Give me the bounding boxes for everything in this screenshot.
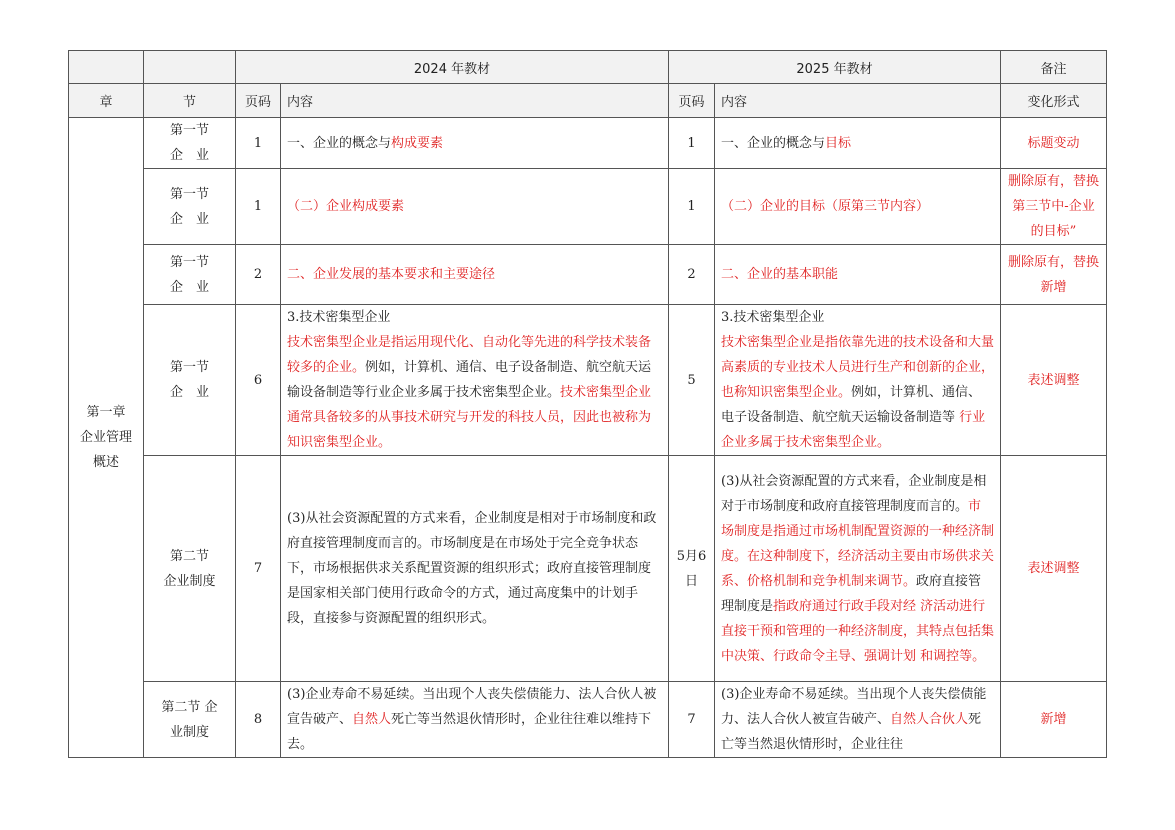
change-type: 表述调整 — [1001, 305, 1107, 456]
table-row — [69, 305, 1107, 456]
content-2024: 3.技术密集型企业 技术密集型企业是指运用现代化、自动化等先进的科学技术装备较多的企业。例如，计算机、通信、电子设备制造、航空航天运输设备制造等行业企业多属于技术密集型企业。技术密集型企业通常具备较多的从事技术研究与开发的科技人员，因此也被称为知识密集型企业。 — [281, 305, 669, 456]
page-2025: 1 — [669, 169, 715, 245]
content-2025: 一、企业的概念与目标 — [715, 118, 1001, 169]
page-2025: 2 — [669, 245, 715, 305]
content-2025: （二）企业的目标（原第三节内容） — [715, 169, 1001, 245]
change-type: 表述调整 — [1001, 456, 1107, 682]
page-2024: 8 — [236, 682, 281, 758]
page-2024: 7 — [236, 456, 281, 682]
page-2025: 7 — [669, 682, 715, 758]
header-row-years — [69, 51, 1107, 84]
content-2024: 二、企业发展的基本要求和主要途径 — [281, 245, 669, 305]
section-cell: 第一节 企 业 — [144, 169, 236, 245]
chapter-cell — [69, 118, 144, 758]
section-cell: 第一节 企 业 — [144, 118, 236, 169]
content-2025: 二、企业的基本职能 — [715, 245, 1001, 305]
table-row — [69, 245, 1107, 305]
header-2025: 2025 年教材 — [669, 51, 1001, 84]
page-2025: 1 — [669, 118, 715, 169]
page-2024: 1 — [236, 118, 281, 169]
content-2025: (3)企业寿命不易延续。当出现个人丧失偿债能力、法人合伙人被宣告破产、自然人合伙人死亡等当然退伙情形时，企业往往 — [715, 682, 1001, 758]
change-type: 新增 — [1001, 682, 1107, 758]
header-chapter: 章 — [69, 84, 144, 118]
change-type: 标题变动 — [1001, 118, 1107, 169]
page-2024: 2 — [236, 245, 281, 305]
section-cell: 第一节 企 业 — [144, 305, 236, 456]
content-2024: (3)从社会资源配置的方式来看，企业制度是相对于市场制度和政府直接管理制度而言的。市场制度是在市场处于完全竞争状态下，市场根据供求关系配置资源的组织形式；政府直接管理制度是国家相关部门使用行政命令的方式，通过高度集中的计划手段，直接参与资源配置的组织形式。 — [281, 456, 669, 682]
content-2024: 一、企业的概念与构成要素 — [281, 118, 669, 169]
content-2024: （二）企业构成要素 — [281, 169, 669, 245]
section-cell: 第二节 企业制度 — [144, 456, 236, 682]
table-row — [69, 682, 1107, 758]
page-2024: 1 — [236, 169, 281, 245]
page-2024: 6 — [236, 305, 281, 456]
header-content-2024: 内容 — [281, 84, 669, 118]
chapter-line: 概述 — [92, 455, 119, 470]
change-type: 删除原有，替换新增 — [1001, 245, 1107, 305]
page-2025: 5 — [669, 305, 715, 456]
table-row — [69, 456, 1107, 682]
header-blank-2 — [144, 51, 236, 84]
section-cell: 第一节 企 业 — [144, 245, 236, 305]
change-type: 删除原有，替换第三节中-企业的目标” — [1001, 169, 1107, 245]
comparison-table — [68, 50, 1107, 758]
table-row — [69, 169, 1107, 245]
chapter-line: 企业管理 — [79, 430, 132, 445]
chapter-line: 第一章 — [86, 405, 126, 420]
header-2024: 2024 年教材 — [236, 51, 669, 84]
header-page-2024: 页码 — [236, 84, 281, 118]
content-2024: (3)企业寿命不易延续。当出现个人丧失偿债能力、法人合伙人被宣告破产、自然人死亡等当然退伙情形时，企业往往难以维持下去。 — [281, 682, 669, 758]
section-cell: 第二节 企 业制度 — [144, 682, 236, 758]
page-2025: 5月6日 — [669, 456, 715, 682]
content-2025: 3.技术密集型企业 技术密集型企业是指依靠先进的技术设备和大量高素质的专业技术人员进行生产和创新的企业，也称知识密集型企业。例如，计算机、通信、电子设备制造、航空航天运输设备制造等 行业企业多属于技术密集型企业。 — [715, 305, 1001, 456]
header-blank-1 — [69, 51, 144, 84]
content-2025: (3)从社会资源配置的方式来看，企业制度是相对于市场制度和政府直接管理制度而言的。市场制度是指通过市场机制配置资源的一种经济制度。在这种制度下，经济活动主要由市场供求关系、价格机制和竞争机制来调节。政府直接管理制度是指政府通过行政手段对经 济活动进行直接干预和管理的一种经济制度，其特点包括集中决策、行政命令主导、强调计划 和调控等。 — [715, 456, 1001, 682]
header-row-columns — [69, 84, 1107, 118]
header-content-2025: 内容 — [715, 84, 1001, 118]
table-row — [69, 118, 1107, 169]
header-section: 节 — [144, 84, 236, 118]
header-page-2025: 页码 — [669, 84, 715, 118]
header-change: 变化形式 — [1001, 84, 1107, 118]
header-remark: 备注 — [1001, 51, 1107, 84]
